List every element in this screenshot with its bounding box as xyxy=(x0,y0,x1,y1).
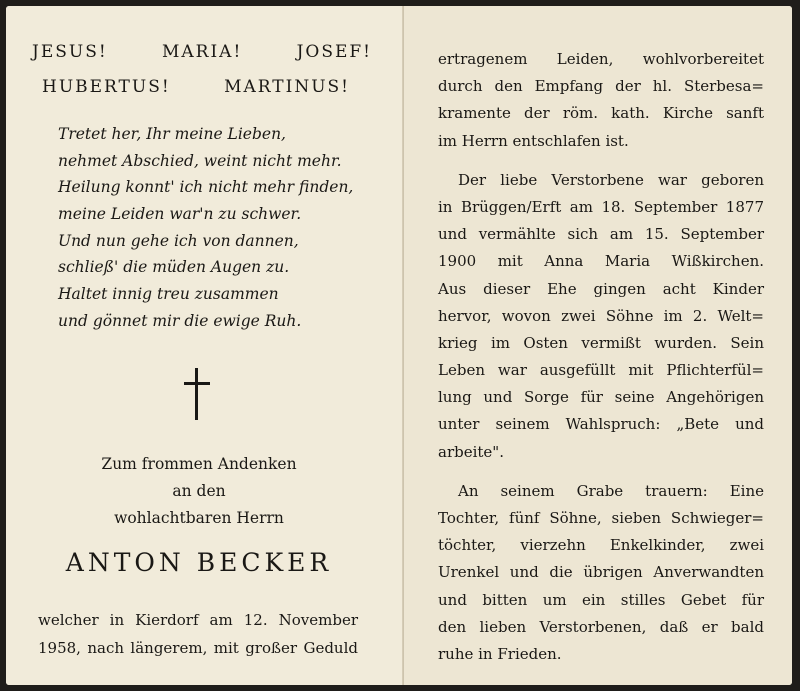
header-line-1 xyxy=(32,42,372,62)
header-josef: JOSEF! xyxy=(296,42,372,62)
body-line: Leben war ausgefüllt mit Pflichterfül= xyxy=(438,361,764,380)
header-martinus: MARTINUS! xyxy=(224,77,350,97)
header-jesus: JESUS! xyxy=(32,42,108,62)
header-line-2 xyxy=(42,77,350,97)
paragraph-2 xyxy=(438,167,764,466)
body-line: 1958, nach längerem, mit großer Geduld xyxy=(38,639,358,657)
memorial-line: Zum frommen Andenken xyxy=(101,455,297,473)
paragraph-3 xyxy=(438,478,764,668)
body-line: Der liebe Verstorbene war geboren xyxy=(458,170,764,189)
body-line: und bitten um ein stilles Gebet für xyxy=(438,590,764,609)
body-line: hervor, wovon zwei Söhne im 2. Welt= xyxy=(438,306,764,325)
right-body-text xyxy=(438,46,764,680)
poem-line: meine Leiden war'n zu schwer. xyxy=(58,205,302,224)
memorial-card xyxy=(6,6,792,685)
poem-line: Heilung konnt' ich nicht mehr finden, xyxy=(58,178,354,197)
body-line: unter seinem Wahlspruch: „Bete und xyxy=(438,415,764,434)
body-line: An seinem Grabe trauern: Eine xyxy=(458,481,764,500)
memorial-text xyxy=(42,451,356,532)
memorial-line: an den xyxy=(172,482,226,500)
poem xyxy=(58,121,353,335)
header-maria: MARIA! xyxy=(161,42,243,62)
body-line: den lieben Verstorbenen, daß er bald xyxy=(438,617,764,636)
body-line: 1900 mit Anna Maria Wißkirchen. xyxy=(438,252,764,271)
body-line: ertragenem Leiden, wohlvorbereitet xyxy=(438,50,764,68)
body-line: lung und Sorge für seine Angehörigen xyxy=(438,388,764,407)
left-body-text xyxy=(38,606,358,662)
poem-line: schließ' die müden Augen zu. xyxy=(58,258,290,277)
body-line: im Herrn entschlafen ist. xyxy=(438,131,629,150)
left-panel xyxy=(6,6,404,685)
body-line: arbeite". xyxy=(438,442,504,461)
body-line: Tochter, fünf Söhne, sieben Schwieger= xyxy=(438,509,764,527)
body-line: kramente der röm. kath. Kirche sanft xyxy=(438,104,764,123)
poem-line: Tretet her, Ihr meine Lieben, xyxy=(58,125,286,143)
poem-line: Und nun gehe ich von dannen, xyxy=(58,231,299,250)
body-line: töchter, vierzehn Enkelkinder, zwei xyxy=(438,536,764,555)
header-hubertus: HUBERTUS! xyxy=(42,77,171,97)
body-line: krieg im Osten vermißt wurden. Sein xyxy=(438,333,764,352)
deceased-name: ANTON BECKER xyxy=(65,548,333,577)
paragraph-1 xyxy=(438,46,764,155)
body-line: Urenkel und die übrigen Anverwandten xyxy=(438,563,764,582)
body-line: ruhe in Frieden. xyxy=(438,644,562,663)
poem-line: Haltet innig treu zusammen xyxy=(58,285,279,304)
body-line: durch den Empfang der hl. Sterbesa= xyxy=(438,77,764,96)
poem-line: und gönnet mir die ewige Ruh. xyxy=(58,311,302,330)
body-line: Aus dieser Ehe gingen acht Kinder xyxy=(438,279,764,298)
body-line: in Brüggen/Erft am 18. September 1877 xyxy=(438,197,764,216)
cross-icon xyxy=(184,368,210,420)
body-line: welcher in Kierdorf am 12. November xyxy=(38,611,358,629)
memorial-line: wohlachtbaren Herrn xyxy=(114,509,284,527)
poem-line: nehmet Abschied, weint nicht mehr. xyxy=(58,151,342,170)
body-line: und vermählte sich am 15. September xyxy=(438,225,764,244)
